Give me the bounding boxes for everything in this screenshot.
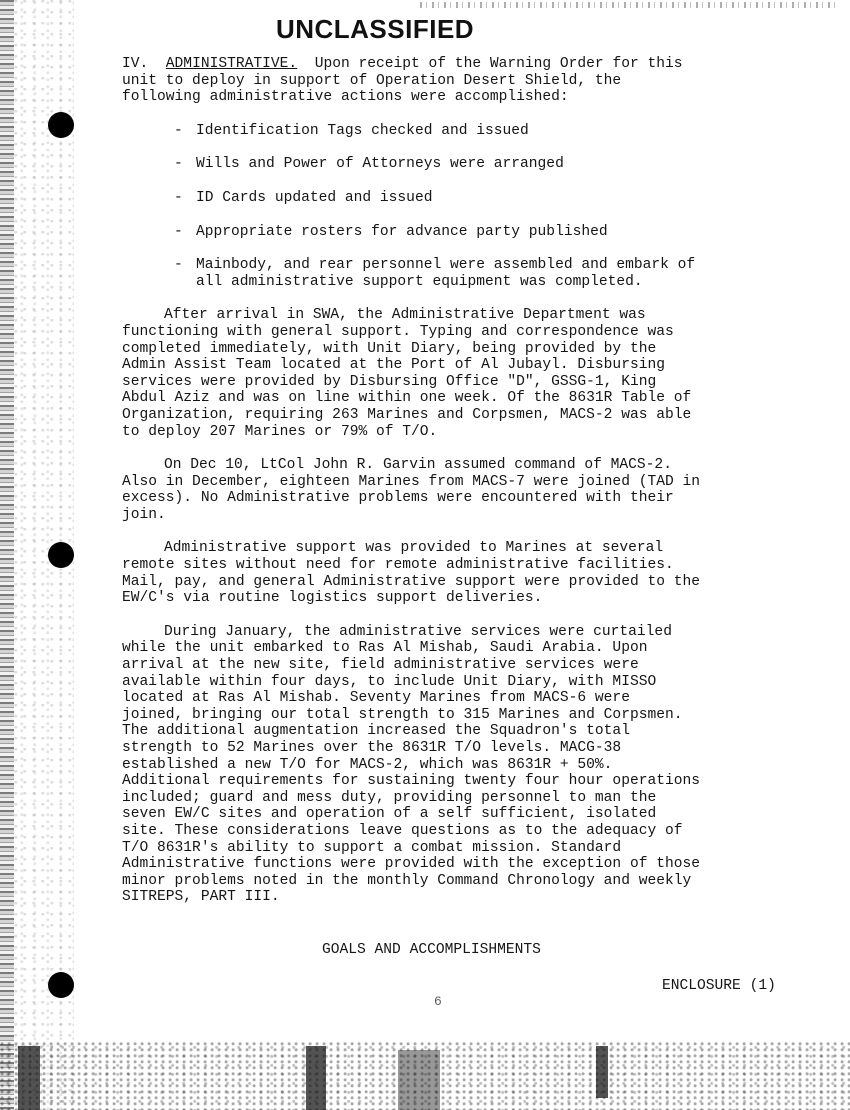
- footer-title: GOALS AND ACCOMPLISHMENTS: [322, 942, 541, 958]
- scan-blotch: [18, 1046, 40, 1110]
- paragraph-line: SITREPS, PART III.: [122, 889, 280, 906]
- paragraph-line: join.: [122, 506, 166, 523]
- action-item: [174, 257, 812, 274]
- paragraph-line: joined, bringing our total strength to 315 Marines and Corpsmen.: [122, 706, 683, 723]
- paragraph-line: established a new T/O for MACS-2, which was 8631R + 50%.: [122, 756, 613, 773]
- bullet-dash: -: [174, 257, 183, 274]
- section-number: IV.: [122, 56, 149, 72]
- section-intro-line: unit to deploy in support of Operation Desert Shield, the: [122, 72, 622, 89]
- paragraph-line: Abdul Aziz and was on line within one week. Of the 8631R Table of: [122, 390, 692, 407]
- paragraph-line: site. These considerations leave questions as to the adequacy of: [122, 822, 683, 839]
- paragraph-line: strength to 52 Marines over the 8631R T/O levels. MACG-38: [122, 740, 622, 756]
- paragraph-line: to deploy 207 Marines or 79% of T/O.: [122, 423, 438, 440]
- punch-hole-middle: [48, 542, 74, 568]
- paragraph-line: Additional requirements for sustaining twenty four hour operations: [122, 773, 701, 790]
- paragraph-line: On Dec 10, LtCol John R. Garvin assumed command of MACS-2.: [164, 457, 672, 474]
- bullet-dash: -: [174, 122, 183, 139]
- paragraph-line: available within four days, to include Unit Diary, with MISSO: [122, 673, 657, 690]
- document-body: [122, 56, 812, 906]
- bullet-dash: -: [174, 156, 183, 173]
- section-heading-line: [122, 56, 812, 73]
- paragraph-line: minor problems noted in the monthly Command Chronology and weekly: [122, 872, 692, 889]
- paragraph-line: while the unit embarked to Ras Al Mishab, Saudi Arabia. Upon: [122, 640, 648, 657]
- paragraph-remote-support: [122, 540, 812, 606]
- paragraph-line: arrival at the new site, field administrative services were: [122, 657, 639, 674]
- paragraph-line: T/O 8631R's ability to support a combat mission. Standard: [122, 839, 622, 856]
- action-text: Wills and Power of Attorneys were arranged: [196, 156, 564, 173]
- action-item: [174, 224, 812, 241]
- paragraph-line: services were provided by Disbursing Office "D", GSSG-1, King: [122, 373, 657, 390]
- paragraph-command-change: [122, 457, 812, 523]
- action-text: Mainbody, and rear personnel were assembled and embark of: [196, 257, 696, 274]
- scan-top-noise: [420, 2, 840, 8]
- action-text: Identification Tags checked and issued: [196, 122, 529, 139]
- section-intro-line: following administrative actions were accomplished:: [122, 89, 569, 106]
- scan-blotch: [398, 1050, 440, 1110]
- action-item: [174, 123, 812, 140]
- paragraph-line: excess). No Administrative problems were encountered with their: [122, 490, 674, 507]
- action-item: [174, 156, 812, 173]
- paragraph-line: After arrival in SWA, the Administrative Department was: [164, 307, 646, 324]
- paragraph-line: The additional augmentation increased the Squadron's total: [122, 723, 630, 740]
- paragraph-line: Admin Assist Team located at the Port of Al Jubayl. Disbursing: [122, 357, 665, 374]
- paragraph-line: Mail, pay, and general Administrative support were provided to the: [122, 573, 701, 590]
- paragraph-line: seven EW/C sites and operation of a self sufficient, isolated: [122, 806, 657, 823]
- bullet-dash: -: [174, 189, 183, 206]
- section-title: ADMINISTRATIVE.: [165, 56, 298, 72]
- paragraph-line: During January, the administrative services were curtailed: [164, 623, 672, 640]
- enclosure-label: ENCLOSURE (1): [662, 978, 776, 994]
- page-number: 6: [434, 994, 442, 1009]
- bullet-dash: -: [174, 223, 183, 240]
- action-item: [174, 190, 812, 207]
- paragraph-line: functioning with general support. Typing and correspondence was: [122, 323, 674, 340]
- paragraph-line: Organization, requiring 263 Marines and Corpsmen, MACS-2 was able: [122, 406, 692, 423]
- paragraph-line: completed immediately, with Unit Diary, being provided by the: [122, 340, 657, 357]
- punch-hole-top: [48, 112, 74, 138]
- paragraph-line: located at Ras Al Mishab. Seventy Marines from MACS-6 were: [122, 690, 630, 707]
- paragraph-line: Administrative functions were provided with the exception of those: [122, 856, 701, 873]
- action-text: Appropriate rosters for advance party published: [196, 223, 608, 240]
- section-intro-line: Upon receipt of the Warning Order for this: [314, 56, 683, 72]
- action-list: [174, 123, 812, 291]
- paragraph-line: remote sites without need for remote administrative facilities.: [122, 557, 674, 574]
- paragraph-line: Administrative support was provided to Marines at several: [164, 540, 664, 557]
- paragraph-line: included; guard and mess duty, providing personnel to man the: [122, 789, 657, 806]
- paragraph-arrival: [122, 307, 812, 440]
- scan-blotch: [596, 1046, 608, 1098]
- classification-header: UNCLASSIFIED: [275, 14, 475, 44]
- punch-hole-bottom: [48, 972, 74, 998]
- action-text: ID Cards updated and issued: [196, 189, 433, 206]
- action-text-continued: all administrative support equipment was completed.: [196, 273, 643, 290]
- paragraph-line: Also in December, eighteen Marines from MACS-7 were joined (TAD in: [122, 473, 701, 490]
- scan-blotch: [306, 1046, 326, 1110]
- paragraph-line: EW/C's via routine logistics support deliveries.: [122, 590, 543, 607]
- paragraph-january: [122, 624, 812, 906]
- scan-edge-artifact: [0, 0, 14, 1110]
